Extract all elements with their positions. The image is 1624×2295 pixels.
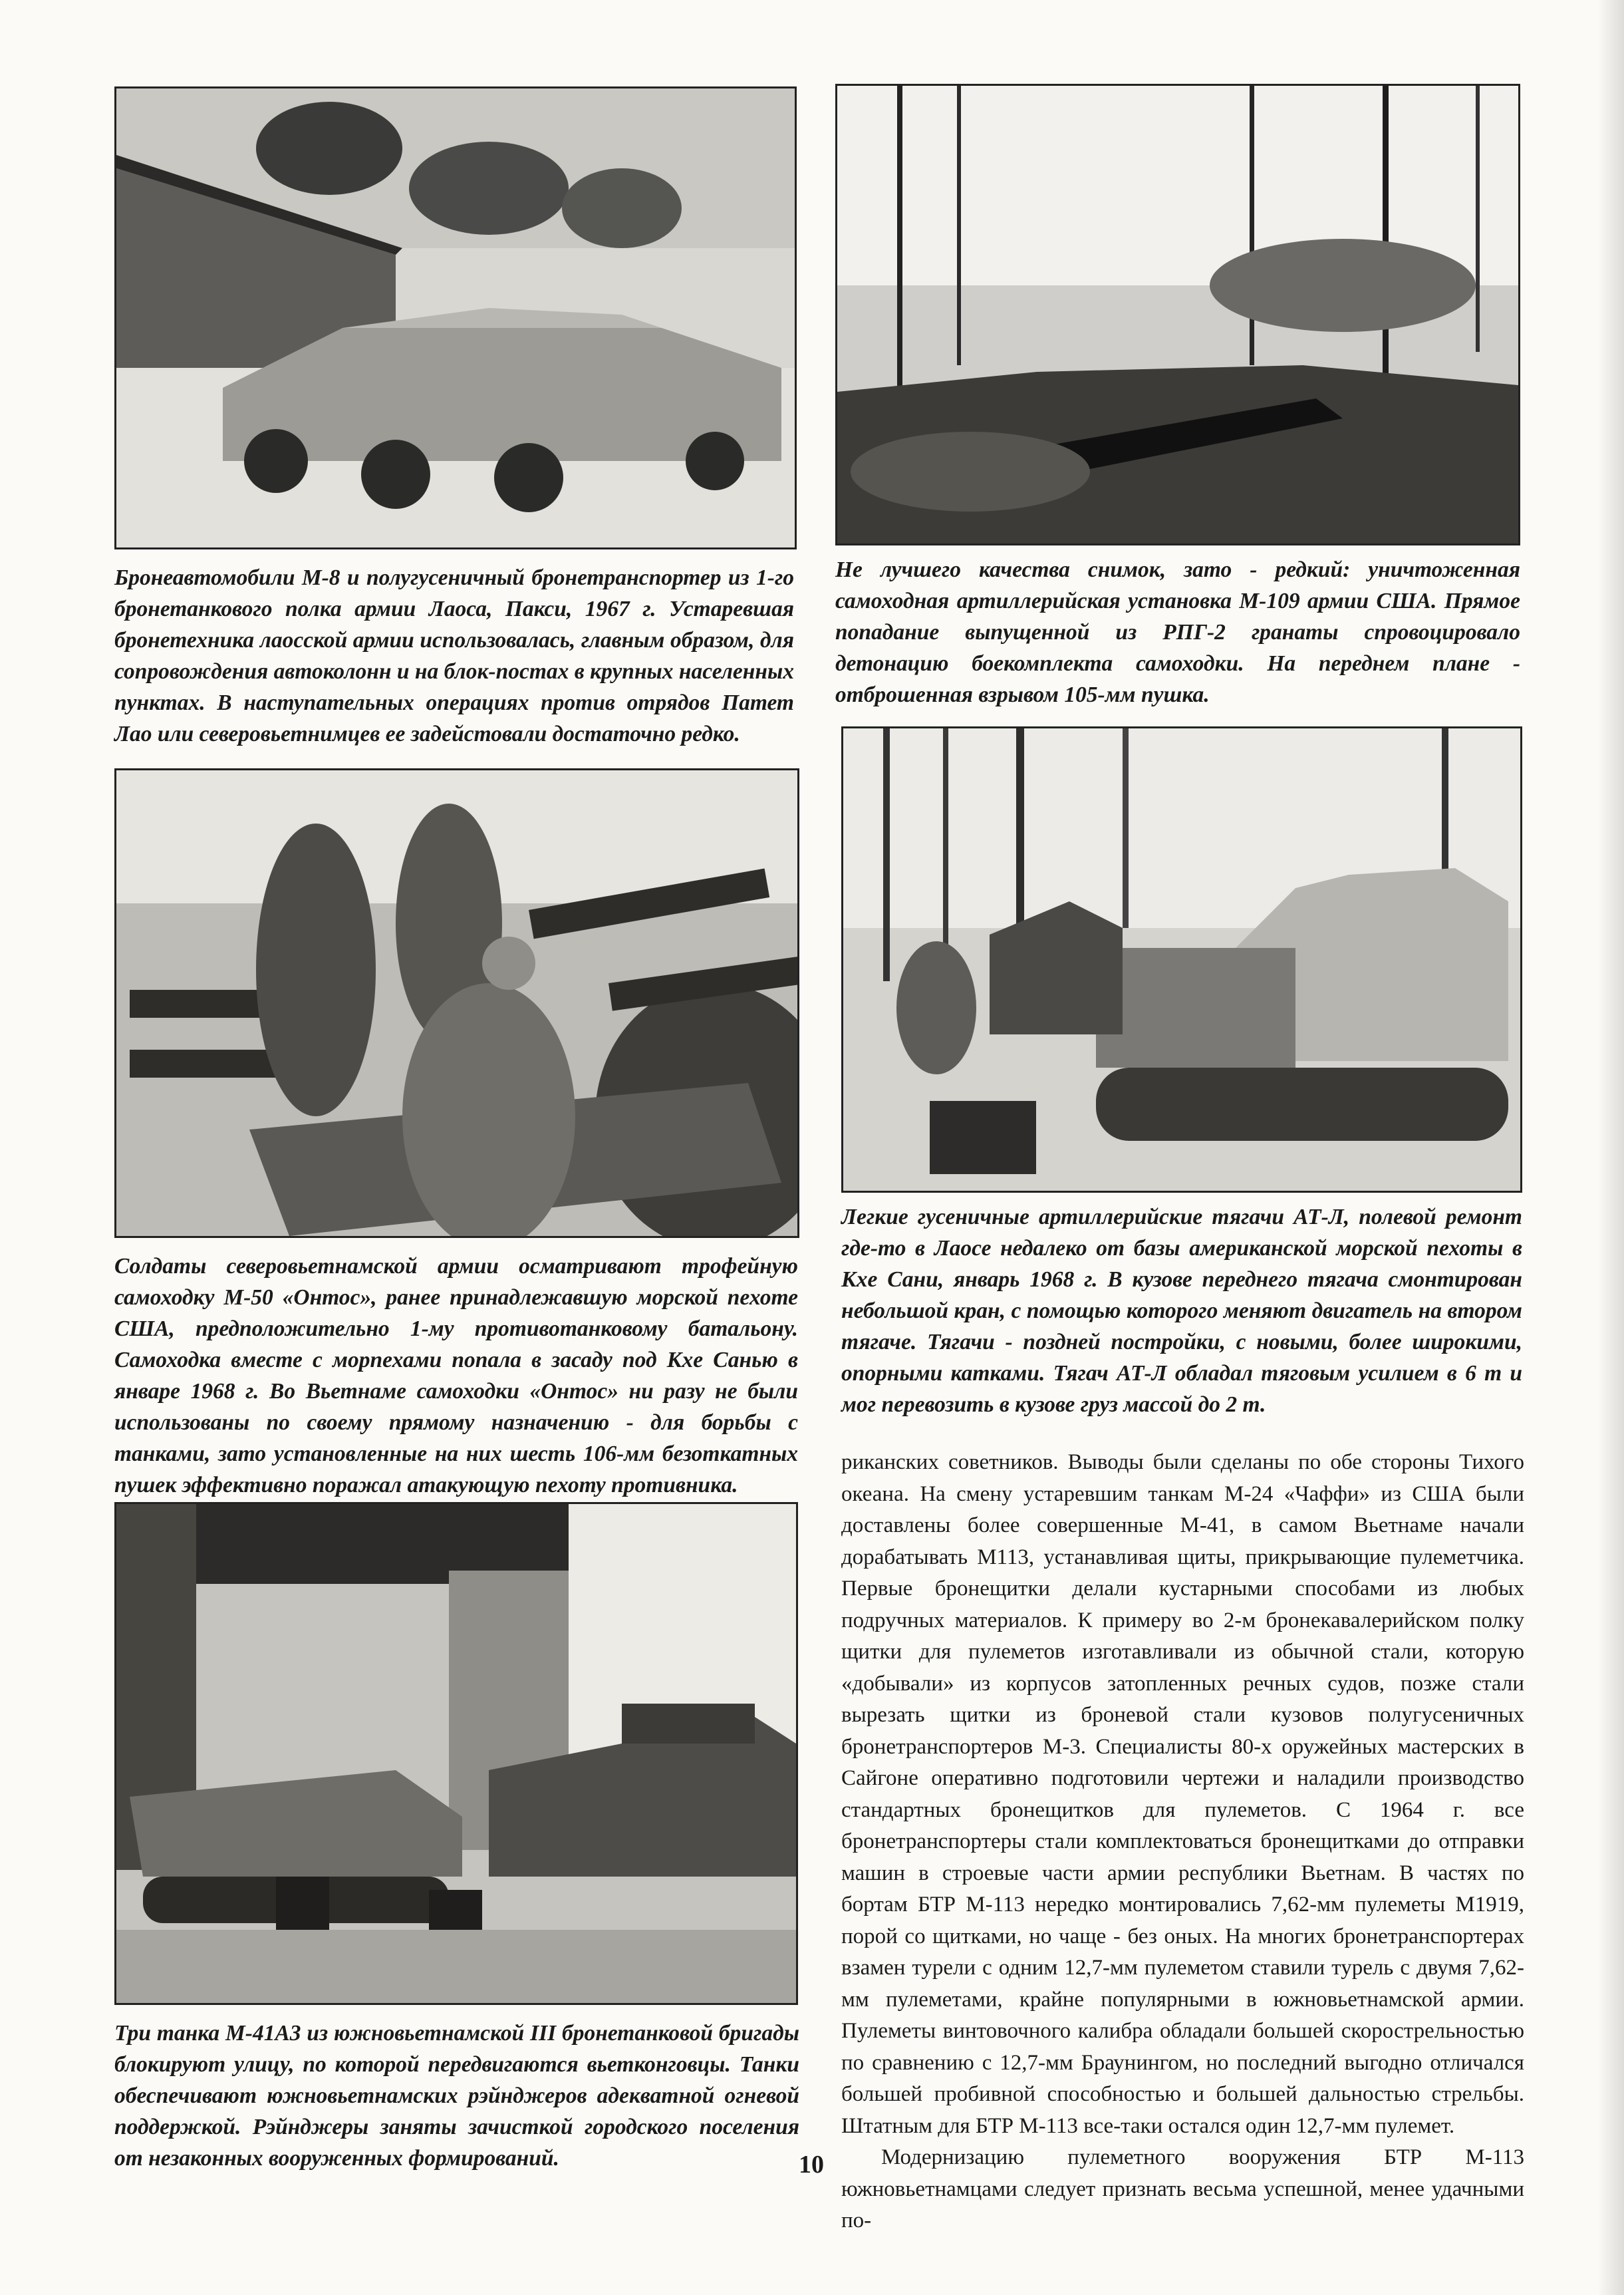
article-paragraph-1: риканских советников. Выводы были сделаны по обе стороны Тихого океана. На смену устаревшим танкам М-24 «Чаффи» из США были доставлены более совершенные М-41, в самом Вьетнаме начали дорабатывать М113, устанавливая щиты, прикрывающие пулеметчика. Первые бронещитки делали кустарными способами из любых подручных материалов. К примеру во 2-м бронекавалерийском полку щитки для пулеметов изготавливали из обычной стали, которую «добывали» из корпусов затопленных речных судов, позже стали вырезать щитки из броневой стали кузовов полугусеничных бронетранспортеров М-3. Специалисты 80-х оружейных мастерских в Сайгоне оперативно подготовили чертежи и наладили производство стандартных бронещитков для пулеметов. С 1964 г. все бронетранспортеры стали комплектоваться бронещитками до отправки машин в строевые части армии республики Вьетнам. В частях по бортам БТР М-113 нередко монтировались 7,62-мм пулеметы М1919, порой со щитками, но чаще - без оных. На многих бронетранспортерах взамен турели с одним 12,7-мм пулеметом ставили турель с двумя 7,62-мм пулеметами, крайне популярными в южновьетнамской армии. Пулеметы винтовочного калибра обладали большей скорострельностью по сравнению с 12,7-мм Браунингом, но последний выгодно отличался большей пробивной способностью и большей дальностью стрельбы. Штатным для БТР М-113 все-таки остался один 12,7-мм пулемет.: [841, 1450, 1524, 2138]
photo-m41a3-image: [116, 1504, 796, 2003]
photo-atl-tractors: [841, 726, 1522, 1193]
article-paragraph-2: Модернизацию пулеметного вооружения БТР М-113 южновьетнамцами следует признать весьма успешной, менее удачными по-: [841, 2145, 1524, 2232]
photo-m8-image: [116, 88, 795, 547]
photo-m41a3-tanks: [114, 1502, 798, 2005]
caption-atl: Легкие гусеничные артиллерийские тягачи АТ-Л, полевой ремонт где-то в Лаосе недалеко от базы американской морской пехоты в Кхе Сани, январь 1968 г. В кузове переднего тягача смонтирован небольшой кран, с помощью которого меняют двигатель на втором тягаче. Тягачи - поздней постройки, с новыми, более широкими, опорными катками. Тягач АТ-Л обладал тяговым усилием в 6 т и мог перевозить в кузове груз массой до 2 т.: [841, 1205, 1522, 1417]
photo-ontos-image: [116, 770, 797, 1236]
photo-m109-image: [837, 86, 1518, 543]
caption-m41a3: Три танка М-41А3 из южновьетнамской III бронетанковой бригады блокируют улицу, по которой передвигаются вьетконговцы. Танки обеспечивают южновьетнамских рэйнджеров адекватной огневой поддержкой. Рэйнджеры заняты зачисткой городского поселения от незаконных вооруженных формирований.: [114, 2021, 799, 2171]
article-body: [841, 1447, 1524, 2237]
photo-m8-armored-cars: [114, 86, 797, 549]
caption-m8: Бронеавтомобили М-8 и полугусеничный бронетранспортер из 1-го бронетанкового полка армии Лаоса, Пакси, 1967 г. Устаревшая бронетехника лаосской армии использовалась, главным образом, для сопровождения автоколонн и на блок-постах в крупных населенных пунктах. В наступательных операциях против отрядов Патет Лао или северовьетнимцев ее задейстовали достаточно редко.: [114, 565, 794, 746]
photo-destroyed-m109: [835, 84, 1520, 545]
caption-ontos: Солдаты северовьетнамской армии осматривают трофейную самоходку М-50 «Онтос», ранее принадлежавшую морской пехоте США, предположительно 1-му противотанковому батальону. Самоходка вместе с морпехами попала в засаду под Кхе Санью в январе 1968 г. Во Вьетнаме самоходки «Онтос» ни разу не были использованы по своему прямому назначению - для борьбы с танками, зато установленные на них шесть 106-мм безоткатных пушек эффективно поражал атакующую пехоту противника.: [114, 1254, 798, 1497]
caption-m109: Не лучшего качества снимок, зато - редкий: уничтоженная самоходная артиллерийская установка М-109 армии США. Прямое попадание выпущенной из РПГ-2 гранаты спровоцировало детонацию боекомплекта самоходки. На переднем плане - отброшенная взрывом 105-мм пушка.: [835, 557, 1520, 707]
binding-shadow: [1597, 0, 1624, 2295]
photo-ontos-inspection: [114, 768, 799, 1238]
page-number: 10: [799, 2151, 824, 2179]
photo-atl-image: [843, 728, 1520, 1191]
